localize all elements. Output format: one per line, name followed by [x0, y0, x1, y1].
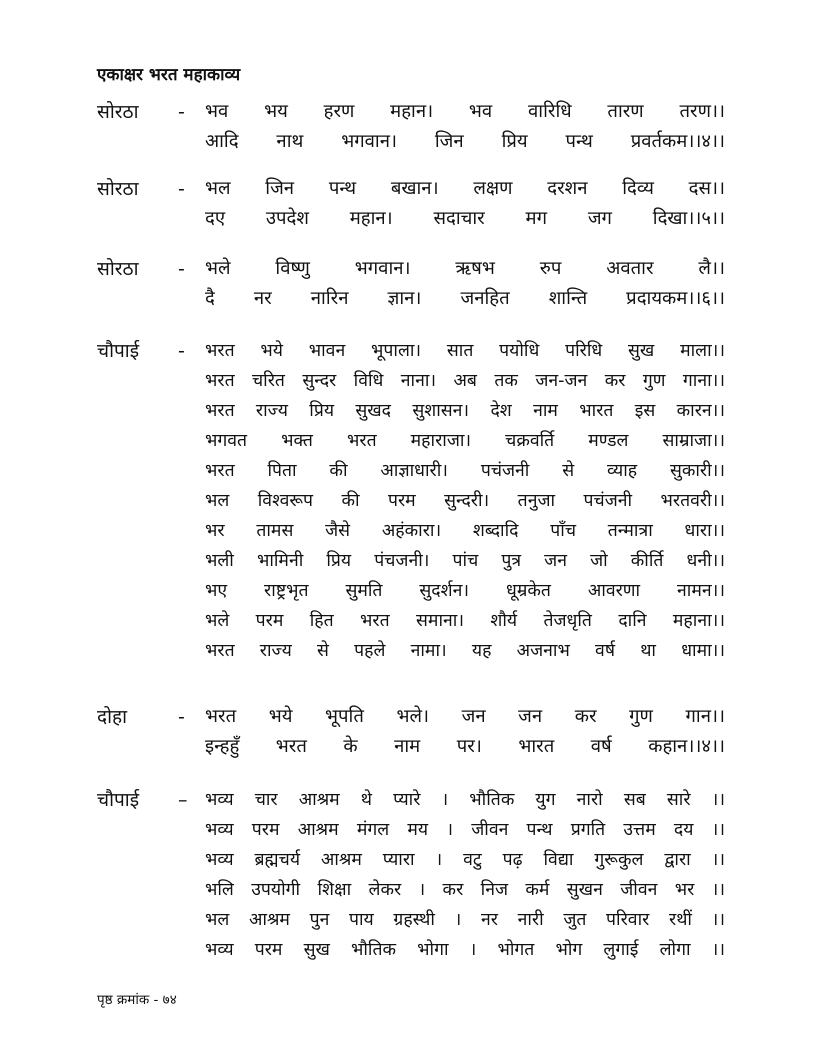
verse-line: भए राष्ट्रभृत सुमति सुदर्शन। धूम्रकेत आवरणा नामन।। [205, 581, 725, 601]
verse-line: दै नर नारिन ज्ञान। जनहित शान्ति प्रदायकम।।६।। [205, 288, 725, 309]
verse-line: भगवत भक्त भरत महाराजा। चक्रवर्ति मण्डल साम्राजा।। [205, 431, 725, 451]
verse-line: भरत राज्य प्रिय सुखद सुशासन। देश नाम भारत इस कारन।। [205, 401, 725, 421]
verse-line: आदि नाथ भगवान। जिन प्रिय पन्थ प्रवर्तकम।।४।। [205, 131, 725, 152]
stanza-label: सोरठा [97, 178, 139, 200]
verse-line: भल आश्रम पुन पाय ग्रहस्थी । नर नारी जुत परिवार रथीं ।। [205, 910, 725, 930]
verse-lines [205, 174, 725, 234]
stanza-label: चौपाई [97, 340, 140, 362]
verse-line: भरत चरित सुन्दर विधि नाना। अब तक जन-जन कर गुण गाना।। [205, 371, 725, 391]
verse-line: भले विष्णु भगवान। ऋषभ रुप अवतार लै।। [205, 258, 725, 279]
stanza-dash: - [178, 178, 185, 200]
book-title: एकाक्षर भरत महाकाव्य [97, 65, 241, 85]
verse-line: भले परम हित भरत समाना। शौर्य तेजधृति दानि महाना।। [205, 611, 725, 631]
stanza-dash: – [178, 789, 188, 811]
verse-line: भलि उपयोगी शिक्षा लेकर । कर निज कर्म सुखन जीवन भर ।। [205, 880, 725, 900]
stanza-dash: - [178, 258, 185, 280]
verse-lines [205, 785, 725, 965]
verse-line: भव्य परम आश्रम मंगल मय । जीवन पन्थ प्रगति उत्तम दय ।। [205, 820, 725, 840]
page-number-footer: पृष्ठ क्रमांक - ७४ [97, 992, 177, 1008]
verse-line: दए उपदेश महान। सदाचार मग जग दिखा।।५।। [205, 208, 725, 229]
verse-line: भरत भये भूपति भले। जन जन कर गुण गान।। [205, 706, 725, 727]
verse-line: भरत पिता की आज्ञाधारी। पचंजनी से व्याह सुकारी।। [205, 461, 725, 481]
verse-line: भव भय हरण महान। भव वारिधि तारण तरण।। [205, 101, 725, 122]
verse-lines [205, 336, 725, 666]
stanza-label: दोहा [97, 706, 128, 728]
verse-line: भव्य ब्रह्मचर्य आश्रम प्यारा । वटु पढ़ विद्या गुरूकुल द्वारा ।। [205, 850, 725, 870]
stanza-label: सोरठा [97, 258, 139, 280]
verse-line: भल जिन पन्थ बखान। लक्षण दरशन दिव्य दस।। [205, 178, 725, 199]
verse-line: भर तामस जैसे अहंकारा। शब्दादि पाँच तन्मात्रा धारा।। [205, 521, 725, 541]
verse-line: इन्हहुँ भरत के नाम पर। भारत वर्ष कहान।।४।। [205, 736, 725, 757]
stanza-dash: - [178, 101, 185, 123]
verse-lines [205, 97, 725, 157]
stanza-dash: - [178, 340, 185, 362]
verse-line: भरत राज्य से पहले नामा। यह अजनाभ वर्ष था धामा।। [205, 641, 725, 661]
verse-lines [205, 702, 725, 762]
verse-line: भव्य चार आश्रम थे प्यारे । भौतिक युग नारो सब सारे ।। [205, 790, 725, 810]
verse-line: भल विश्वरूप की परम सुन्दरी। तनुजा पचंजनी भरतवरी।। [205, 491, 725, 511]
verse-lines [205, 254, 725, 314]
stanza-label: सोरठा [97, 101, 139, 123]
verse-line: भरत भये भावन भूपाला। सात पयोधि परिधि सुख माला।। [205, 341, 725, 361]
stanza-dash: - [178, 706, 185, 728]
verse-line: भव्य परम सुख भौतिक भोगा । भोगत भोग लुगाई लोगा ।। [205, 940, 725, 960]
verse-line: भली भामिनी प्रिय पंचजनी। पांच पुत्र जन जो कीर्ति धनी।। [205, 551, 725, 571]
stanza-label: चौपाई [97, 789, 140, 811]
